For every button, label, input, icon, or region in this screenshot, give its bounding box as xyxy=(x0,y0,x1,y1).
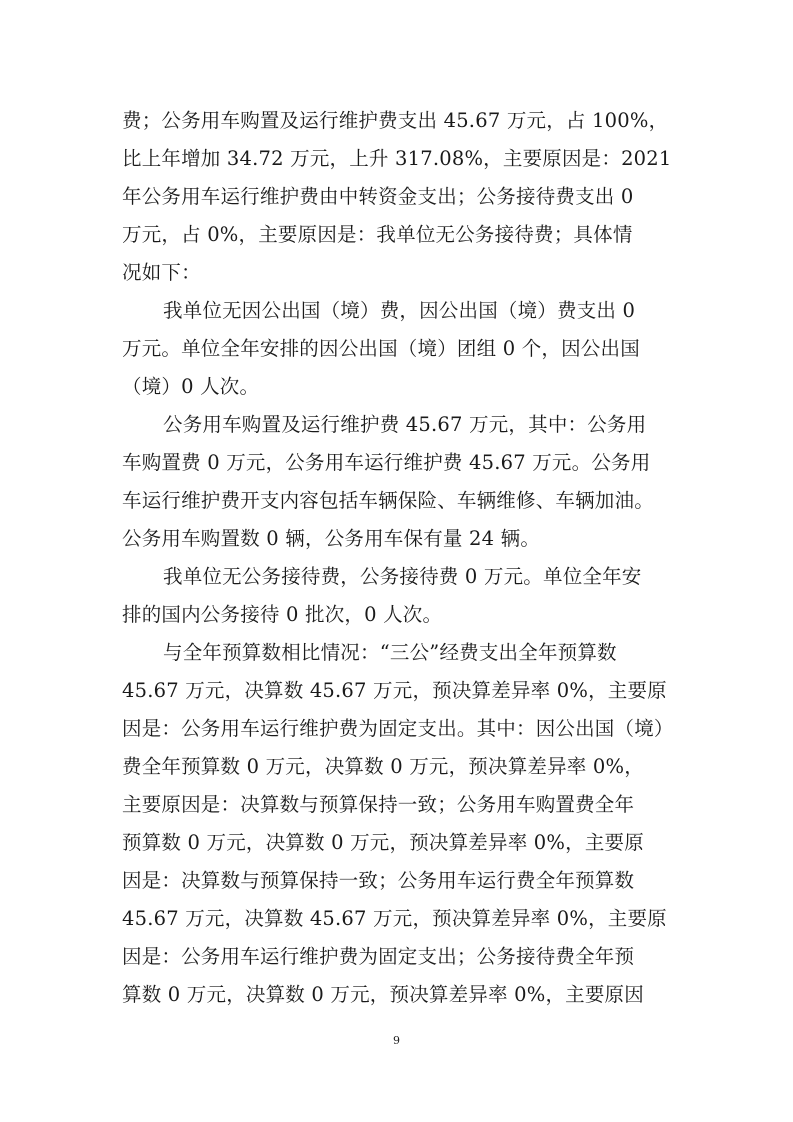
text-line: 因是：决算数与预算保持一致；公务用车运行费全年预算数 xyxy=(122,869,635,892)
text-line: 45.67 万元，决算数 45.67 万元，预决算差异率 0%，主要原 xyxy=(122,907,667,930)
text-line: 算数 0 万元，决算数 0 万元，预决算差异率 0%，主要原因 xyxy=(122,983,644,1006)
text-line: 因是：公务用车运行维护费为固定支出；公务接待费全年预 xyxy=(122,945,635,968)
text-line: 排的国内公务接待 0 批次，0 人次。 xyxy=(122,603,443,626)
text-line: 预算数 0 万元，决算数 0 万元，预决算差异率 0%，主要原 xyxy=(122,831,644,854)
text-line: （境）0 人次。 xyxy=(122,375,260,398)
paragraph-start-line: 公务用车购置及运行维护费 45.67 万元，其中：公务用 xyxy=(163,413,647,436)
text-line: 主要原因是：决算数与预算保持一致；公务用车购置费全年 xyxy=(122,793,635,816)
text-line: 公务用车购置数 0 辆，公务用车保有量 24 辆。 xyxy=(122,527,541,550)
text-line: 车运行维护费开支内容包括车辆保险、车辆维修、车辆加油。 xyxy=(122,489,654,512)
text-line: 45.67 万元，决算数 45.67 万元，预决算差异率 0%，主要原 xyxy=(122,679,667,702)
text-line: 年公务用车运行维护费由中转资金支出；公务接待费支出 0 xyxy=(122,185,634,208)
text-line: 费全年预算数 0 万元，决算数 0 万元，预决算差异率 0%， xyxy=(122,755,644,778)
paragraph-start-line: 我单位无因公出国（境）费，因公出国（境）费支出 0 xyxy=(163,299,636,322)
text-line: 万元，占 0%，主要原因是：我单位无公务接待费；具体情 xyxy=(122,223,633,246)
text-line: 万元。单位全年安排的因公出国（境）团组 0 个，因公出国 xyxy=(122,337,640,360)
text-line: 比上年增加 34.72 万元，上升 317.08%，主要原因是：2021 xyxy=(122,147,672,170)
paragraph-start-line: 我单位无公务接待费，公务接待费 0 万元。单位全年安 xyxy=(163,565,642,588)
page-number: 9 xyxy=(393,1034,400,1047)
text-line: 因是：公务用车运行维护费为固定支出。其中：因公出国（境） xyxy=(122,717,674,740)
text-line: 况如下： xyxy=(122,261,201,284)
paragraph-start-line: 与全年预算数相比情况：“三公”经费支出全年预算数 xyxy=(163,641,617,664)
text-line: 车购置费 0 万元，公务用车运行维护费 45.67 万元。公务用 xyxy=(122,451,651,474)
text-line: 费；公务用车购置及运行维护费支出 45.67 万元，占 100%， xyxy=(122,109,669,132)
